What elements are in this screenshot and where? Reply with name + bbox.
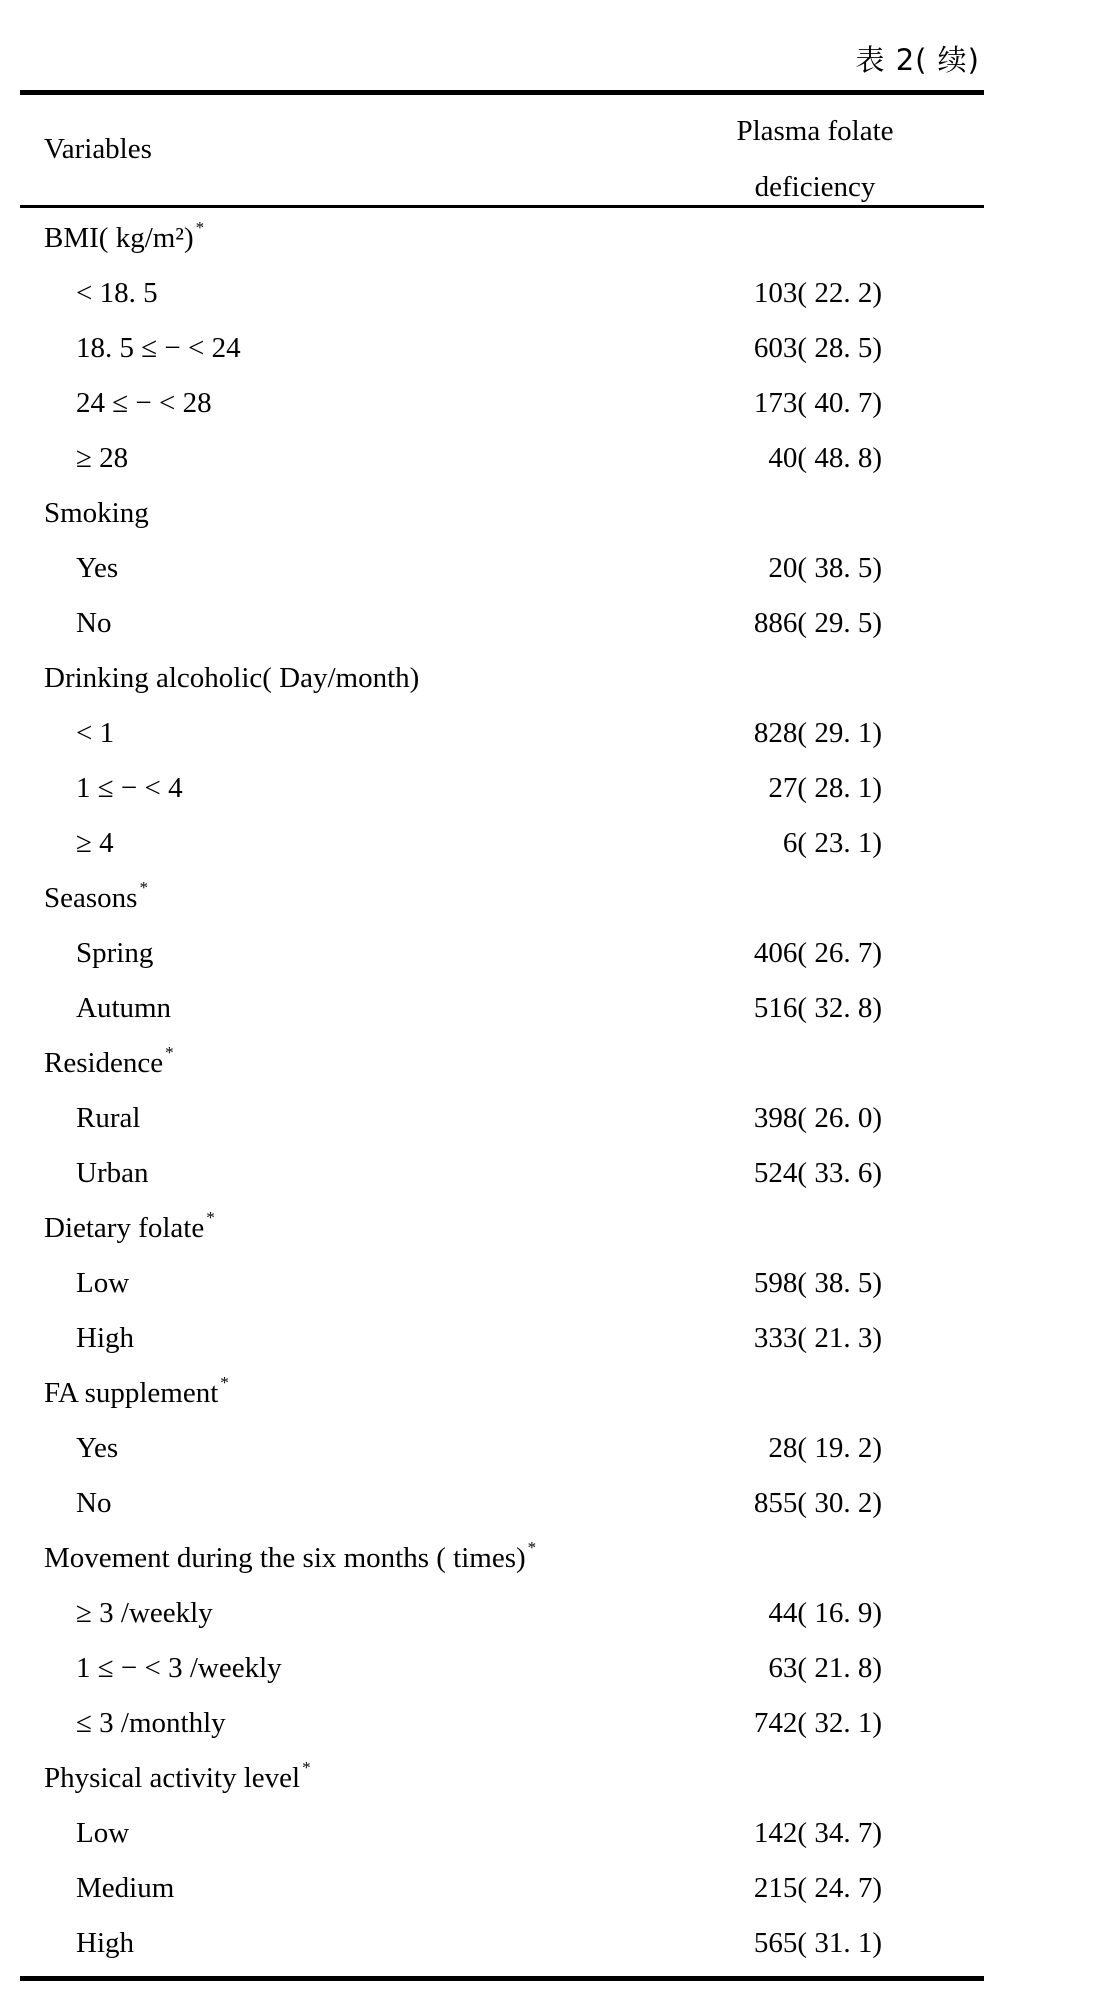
row-label: [76, 1322, 134, 1355]
group-label: [44, 1373, 229, 1410]
table-group-row: [0, 1202, 1102, 1257]
group-label: [44, 878, 148, 915]
row-value: 598( 38. 5): [753, 1267, 882, 1299]
table-row: [0, 762, 1102, 817]
table-row: [0, 1807, 1102, 1862]
table-group-row: [0, 212, 1102, 267]
row-label: [76, 1652, 282, 1685]
row-label: [76, 1872, 174, 1905]
significance-asterisk: *: [220, 1373, 229, 1392]
table-row: [0, 1147, 1102, 1202]
group-label: [44, 1758, 311, 1795]
label-text: Physical activity level: [44, 1762, 301, 1794]
row-value: 6( 23. 1): [782, 827, 882, 859]
table-row: [0, 377, 1102, 432]
row-value: 142( 34. 7): [753, 1817, 882, 1849]
significance-asterisk: *: [139, 878, 148, 897]
table-group-row: [0, 1532, 1102, 1587]
row-value: 20( 38. 5): [768, 552, 882, 584]
table-row: [0, 432, 1102, 487]
table-row: [0, 1477, 1102, 1532]
label-text: Movement during the six months ( times): [44, 1542, 526, 1574]
table-row: [0, 322, 1102, 377]
row-value: 406( 26. 7): [753, 937, 882, 969]
row-label: [76, 1597, 213, 1630]
row-value: 828( 29. 1): [753, 717, 882, 749]
table-row: [0, 1257, 1102, 1312]
row-value: 516( 32. 8): [753, 992, 882, 1024]
label-text: FA supplement: [44, 1377, 219, 1409]
table-group-row: [0, 487, 1102, 542]
table-row: [0, 1422, 1102, 1477]
bottom-rule: [20, 1976, 984, 1981]
top-rule: [20, 90, 984, 95]
row-value: 215( 24. 7): [753, 1872, 882, 1904]
label-text: ≤ 3 /monthly: [76, 1707, 226, 1739]
table-group-row: [0, 1752, 1102, 1807]
table-row: [0, 542, 1102, 597]
table-row: [0, 267, 1102, 322]
group-label: [44, 1538, 537, 1575]
table-group-row: [0, 872, 1102, 927]
label-text: ≥ 4: [76, 827, 114, 859]
significance-asterisk: *: [302, 1758, 311, 1777]
label-text: High: [76, 1927, 134, 1959]
header-column-line1: Plasma folate: [736, 115, 894, 147]
row-value: 44( 16. 9): [768, 1597, 882, 1629]
row-label: [76, 827, 114, 860]
group-label: [44, 218, 205, 255]
header-plasma-folate-deficiency: [700, 103, 930, 215]
row-label: [76, 332, 241, 365]
label-text: Yes: [76, 1432, 119, 1464]
label-text: Smoking: [44, 497, 149, 529]
row-value: 103( 22. 2): [753, 277, 882, 309]
label-text: Autumn: [76, 992, 172, 1024]
table-caption: 表 2( 续): [855, 43, 980, 77]
significance-asterisk: *: [206, 1208, 215, 1227]
label-text: Dietary folate: [44, 1212, 205, 1244]
label-text: Seasons: [44, 882, 138, 914]
table-row: [0, 1587, 1102, 1642]
row-value: 603( 28. 5): [753, 332, 882, 364]
label-text: Urban: [76, 1157, 149, 1189]
significance-asterisk: *: [165, 1043, 174, 1062]
row-label: [76, 1707, 226, 1740]
table-row: [0, 1642, 1102, 1697]
row-value: 565( 31. 1): [753, 1927, 882, 1959]
label-text: Yes: [76, 552, 119, 584]
row-label: [76, 772, 183, 805]
row-label: [76, 277, 158, 310]
row-label: [76, 1927, 134, 1960]
row-label: [76, 387, 212, 420]
group-label: [44, 662, 419, 695]
row-label: [76, 1432, 118, 1465]
table-row: [0, 1312, 1102, 1367]
row-label: [76, 552, 118, 585]
header-rule: [20, 205, 984, 208]
label-text: Spring: [76, 937, 154, 969]
row-label: [76, 1157, 148, 1190]
header-variables: Variables: [44, 133, 152, 165]
label-text: 18. 5 ≤ − < 24: [76, 332, 241, 364]
row-value: 398( 26. 0): [753, 1102, 882, 1134]
row-value: 524( 33. 6): [753, 1157, 882, 1189]
table-group-row: [0, 1037, 1102, 1092]
row-label: [76, 442, 128, 475]
label-text: Low: [76, 1817, 130, 1849]
label-text: High: [76, 1322, 134, 1354]
label-text: Drinking alcoholic( Day/month): [44, 662, 420, 694]
row-label: [76, 1487, 111, 1520]
row-value: 40( 48. 8): [768, 442, 882, 474]
table-row: [0, 982, 1102, 1037]
label-text: < 1: [76, 717, 115, 749]
row-label: [76, 992, 171, 1025]
row-label: [76, 607, 111, 640]
label-text: No: [76, 607, 112, 639]
row-label: [76, 1817, 129, 1850]
label-text: BMI( kg/m²): [44, 222, 194, 254]
row-label: [76, 1102, 140, 1135]
table-row: [0, 597, 1102, 652]
table-row: [0, 817, 1102, 872]
table-row: [0, 927, 1102, 982]
label-text: ≥ 28: [76, 442, 129, 474]
group-label: [44, 1043, 174, 1080]
table-row: [0, 707, 1102, 762]
row-label: [76, 1267, 129, 1300]
row-value: 173( 40. 7): [753, 387, 882, 419]
row-value: 333( 21. 3): [753, 1322, 882, 1354]
label-text: 1 ≤ − < 4: [76, 772, 183, 804]
table-body: [0, 212, 1102, 1972]
row-value: 886( 29. 5): [753, 607, 882, 639]
row-value: 855( 30. 2): [753, 1487, 882, 1519]
row-label: [76, 717, 114, 750]
label-text: Rural: [76, 1102, 141, 1134]
row-value: 63( 21. 8): [768, 1652, 882, 1684]
header-column-line2: deficiency: [754, 171, 876, 203]
label-text: Residence: [44, 1047, 164, 1079]
table-row: [0, 1697, 1102, 1752]
row-value: 27( 28. 1): [768, 772, 882, 804]
significance-asterisk: *: [195, 218, 205, 237]
group-label: [44, 1208, 215, 1245]
label-text: No: [76, 1487, 112, 1519]
row-label: [76, 937, 153, 970]
label-text: Low: [76, 1267, 130, 1299]
label-text: 1 ≤ − < 3 /weekly: [76, 1652, 282, 1684]
label-text: ≥ 3 /weekly: [76, 1597, 213, 1629]
row-value: 742( 32. 1): [753, 1707, 882, 1739]
table-group-row: [0, 652, 1102, 707]
row-value: 28( 19. 2): [768, 1432, 882, 1464]
label-text: Medium: [76, 1872, 175, 1904]
label-text: 24 ≤ − < 28: [76, 387, 212, 419]
table-row: [0, 1092, 1102, 1147]
table-group-row: [0, 1367, 1102, 1422]
table-row: [0, 1917, 1102, 1972]
significance-asterisk: *: [527, 1538, 537, 1557]
group-label: [44, 497, 149, 530]
table-row: [0, 1862, 1102, 1917]
label-text: < 18. 5: [76, 277, 158, 309]
